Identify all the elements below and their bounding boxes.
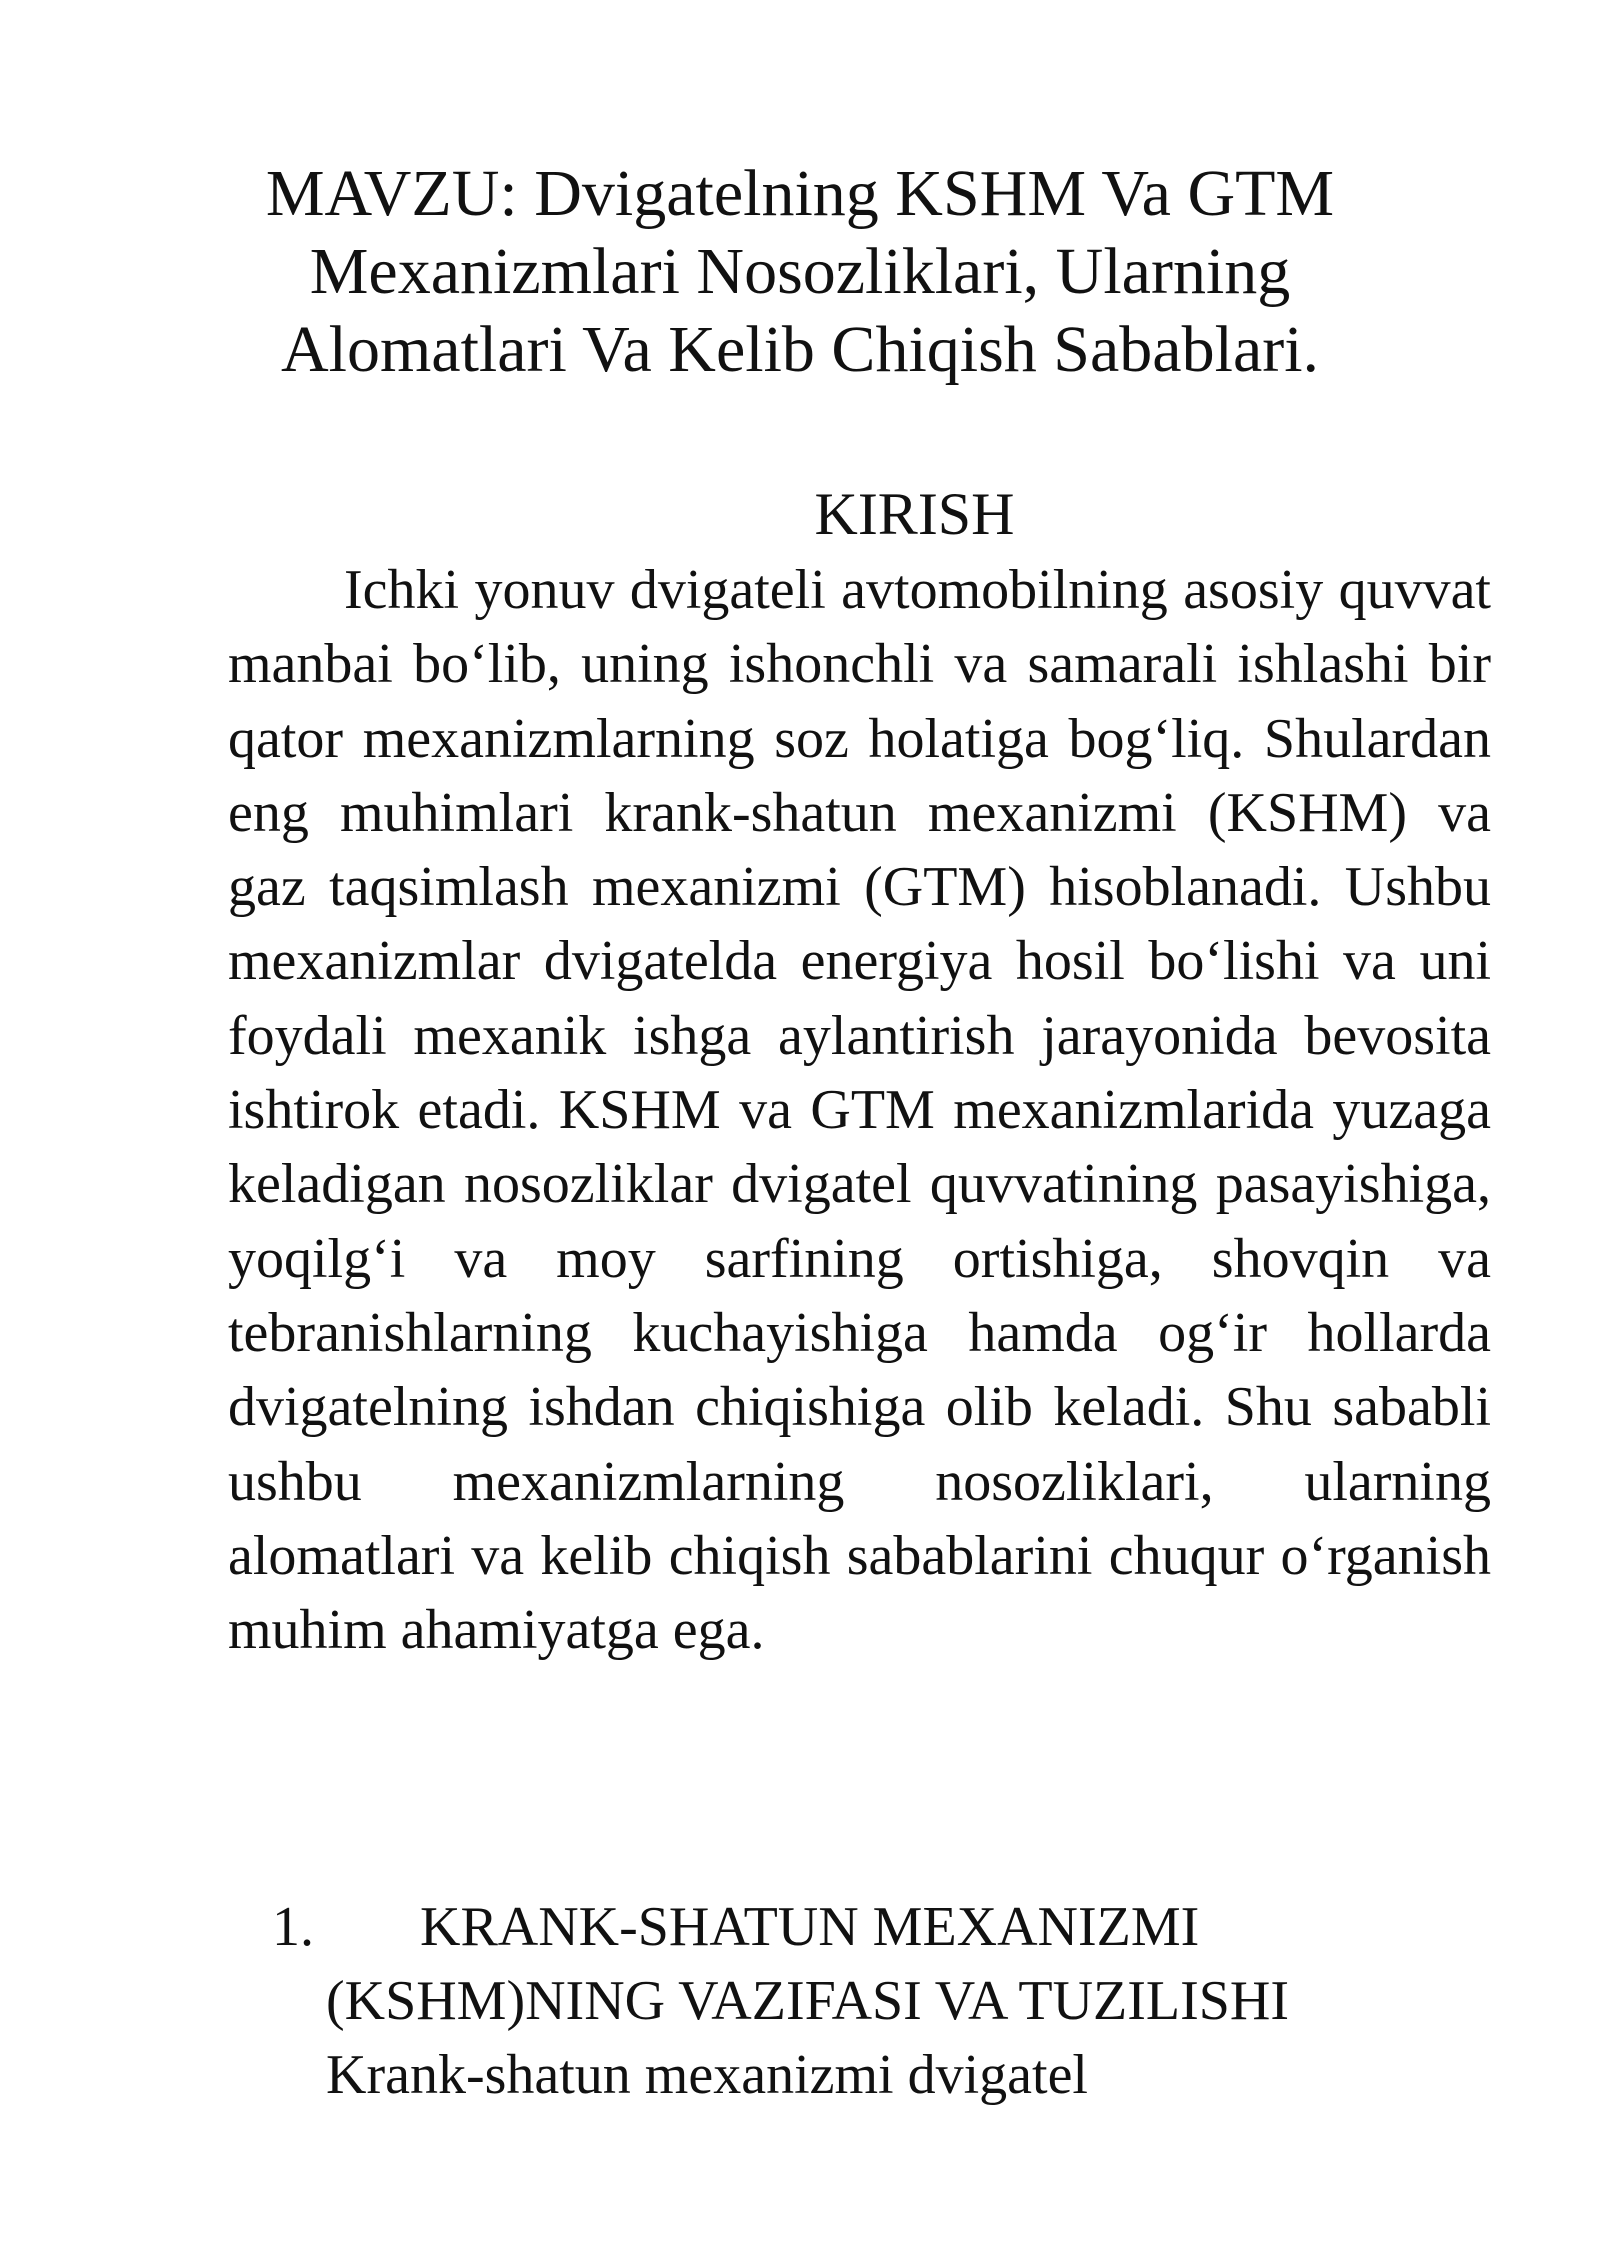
title-line-1: MAVZU: Dvigatelning KSHM Va GTM (265, 157, 1335, 230)
document-title (200, 155, 1400, 389)
section-1-heading-row (272, 1890, 1492, 1964)
section-1-number: 1. (272, 1896, 314, 1958)
intro-paragraph: Ichki yonuv dvigateli avtomobilning asosiy quvvat manbai bo‘lib, uning ishonchli va samarali ishlashi bir qator mexanizmlarning soz holatiga bog‘liq. Shulardan eng muhimlari krank-shatun mexanizmi (KSHM) va gaz taqsimlash mexanizmi (GTM) hisoblanadi. Ushbu mexanizmlar dvigatelda energiya hosil bo‘lishi va uni foydali mexanik ishga aylantirish jarayonida bevosita ishtirok etadi. KSHM va GTM mexanizmlarida yuzaga keladigan nosozliklar dvigatel quvvatining pasayishiga, yoqilg‘i va moy sarfining ortishiga, shovqin va tebranishlarning kuchayishiga hamda og‘ir hollarda dvigatelning ishdan chiqishiga olib keladi. Shu sababli ushbu mexanizmlarning nosozliklari, ularning alomatlari va kelib chiqish sabablarini chuqur o‘rganish muhim ahamiyatga ega. (228, 559, 1491, 1662)
title-line-3: Alomatlari Va Kelib Chiqish Sabablari. (280, 313, 1320, 386)
intro-heading: KIRISH (814, 481, 1015, 547)
title-line-2: Mexanizmlari Nosozliklari, Ularning (309, 235, 1291, 308)
section-1-text: Krank-shatun mexanizmi dvigatel (326, 2044, 1088, 2106)
section-1-heading-line-2: (KSHM)NING VAZIFASI VA TUZILISHI (326, 1970, 1289, 2032)
section-1 (272, 1890, 1492, 2112)
section-1-heading-line-1: KRANK-SHATUN MEXANIZMI (420, 1896, 1200, 1958)
